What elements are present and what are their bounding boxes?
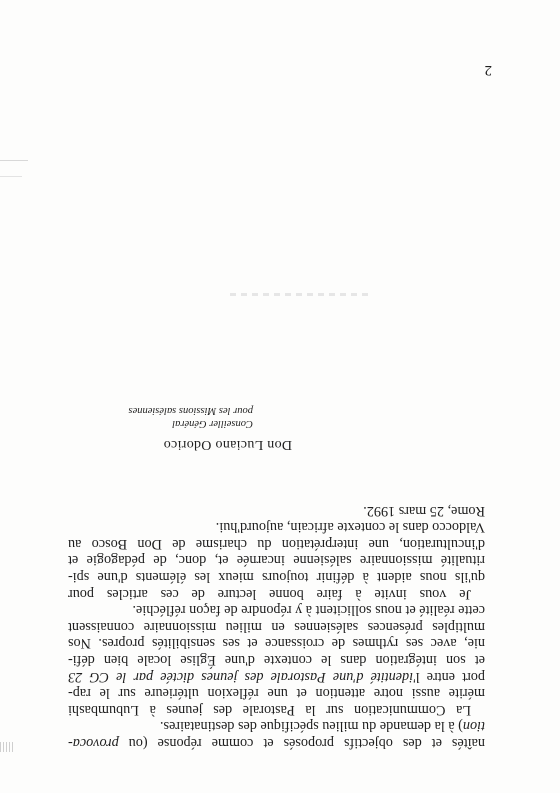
- text-span: port entre l': [413, 668, 485, 685]
- body-text: [68, 502, 485, 751]
- text-span: nie, avec ses rythmes de croissance et ses sensibilités propres. Nos: [68, 635, 485, 652]
- text-line: [68, 602, 485, 619]
- text-line: [68, 668, 485, 685]
- text-span: et son intégration dans le contexte d'une Église locale bien défi-: [68, 652, 485, 669]
- text-span: ) à la demande du milieu spécifique des destinataires.: [159, 718, 463, 735]
- text-span: cette réalité et nous sollicitent à y répondre de façon réfléchie.: [132, 602, 485, 619]
- text-line: [68, 618, 485, 635]
- text-line: [68, 734, 485, 751]
- paragraph-container: [68, 519, 485, 751]
- date-line: Rome, 25 mars 1992.: [363, 502, 485, 519]
- text-line: [68, 535, 485, 552]
- signature-name: Don Luciano Odorico: [163, 437, 292, 452]
- text-line: [68, 685, 485, 702]
- italic-text: tion: [462, 718, 485, 735]
- italic-text: provoca-: [68, 735, 119, 751]
- signature-title: [128, 404, 253, 429]
- italic-text: identité d'une Pastorale des jeunes dictée par le CG 23: [68, 668, 414, 685]
- text-span: ritualité missionnaire salésienne incarnée et, donc, de pédagogie et: [68, 552, 485, 569]
- text-line: [68, 635, 485, 652]
- text-span: multiples présences salésiennes en milieu missionnaire connaissent: [68, 618, 485, 635]
- text-span: d'inculturation, une interprétation du charisme de Don Bosco au: [68, 535, 485, 552]
- text-line: [68, 585, 485, 602]
- text-span: Valdocco dans le contexte africain, aujourd'hui.: [215, 519, 485, 536]
- text-span: qu'ils nous aident à définir toujours mieux les éléments d'une spi-: [68, 569, 485, 586]
- page-number: 2: [484, 62, 492, 78]
- text-line: [68, 701, 485, 718]
- text-line: [68, 552, 485, 569]
- text-line: [68, 651, 485, 668]
- text-span: La Communication sur la Pastorale des jeunes à Lubumbashi: [68, 701, 471, 718]
- signature-title-line2: pour les Missions salésiennes: [128, 405, 253, 417]
- text-span: mérite aussi notre attention et une réflexion ultérieure sur le rap-: [68, 685, 485, 702]
- text-line: [68, 568, 485, 585]
- signature-title-line1: Conseiller Général: [172, 418, 253, 429]
- text-line: [68, 718, 485, 735]
- text-span: naîtés et des objectifs proposés et comme réponse (ou: [118, 735, 485, 751]
- text-line: [68, 519, 485, 536]
- text-span: Je vous invite à faire bonne lecture de ces articles pour: [68, 585, 471, 602]
